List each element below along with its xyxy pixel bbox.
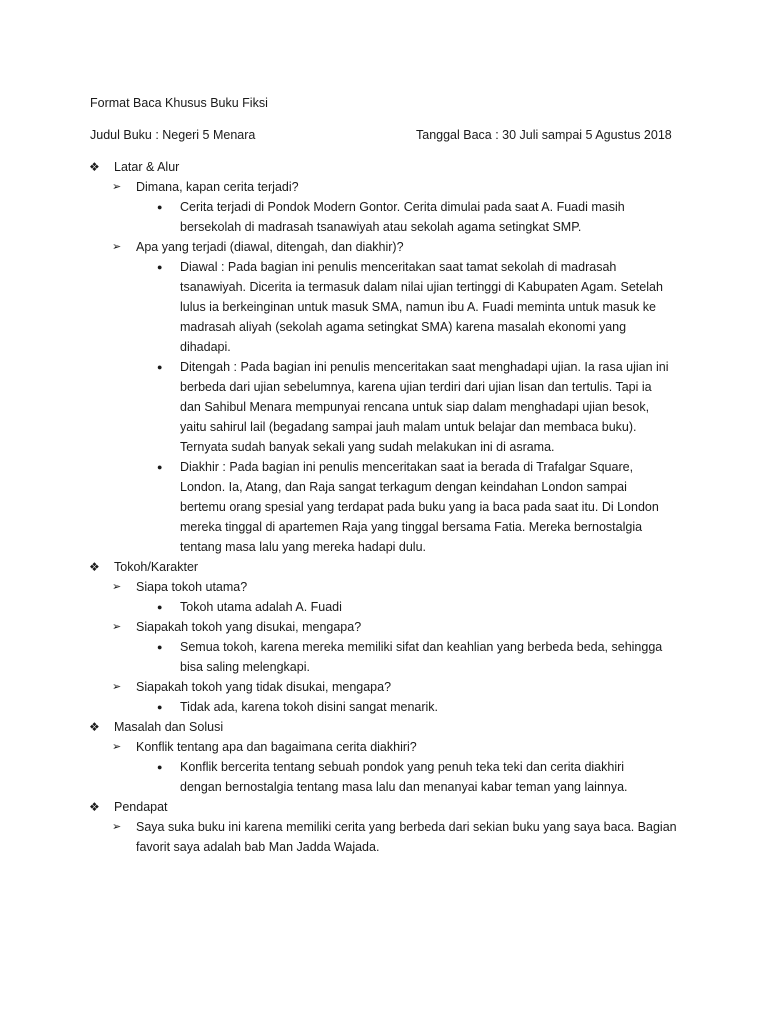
answer-line: London. Ia, Atang, dan Raja sangat terkagum dengan keindahan London sampai — [180, 480, 627, 494]
dot-bullet-icon: ● — [157, 602, 163, 612]
heading-text: Pendapat — [114, 800, 168, 814]
heading-text: Tokoh/Karakter — [114, 560, 199, 574]
arrow-bullet-icon: ➢ — [112, 741, 122, 753]
answer-line: Semua tokoh, karena mereka memiliki sifat dan keahlian yang berbeda beda, sehingga — [180, 640, 663, 654]
document-title: Format Baca Khusus Buku Fiksi — [90, 96, 268, 110]
book-title-field: Judul Buku : Negeri 5 Menara — [90, 128, 256, 142]
answer-line: Diakhir : Pada bagian ini penulis menceritakan saat ia berada di Trafalgar Square, — [180, 460, 634, 474]
question-item — [0, 737, 768, 757]
diamond-bullet-icon: ❖ — [89, 800, 100, 814]
answer-line: lulus ia berkeinginan untuk masuk SMA, namun ibu A. Fuadi meminta untuk masuk ke — [180, 300, 656, 314]
answer-item — [0, 257, 768, 357]
answer-item — [0, 637, 768, 677]
question-text: Dimana, kapan cerita terjadi? — [136, 180, 299, 194]
section-heading — [0, 557, 768, 577]
question-item — [0, 677, 768, 697]
dot-bullet-icon: ● — [157, 262, 163, 272]
question-text: Konflik tentang apa dan bagaimana cerita diakhiri? — [136, 740, 417, 754]
question-item — [0, 237, 768, 257]
answer-item — [0, 357, 768, 457]
dot-bullet-icon: ● — [157, 202, 163, 212]
opinion-line: favorit saya adalah bab Man Jadda Wajada. — [136, 840, 380, 854]
opinion-line: Saya suka buku ini karena memiliki cerita yang berbeda dari sekian buku yang saya baca. Bagian — [136, 820, 677, 834]
arrow-bullet-icon: ➢ — [112, 681, 122, 693]
answer-item — [0, 757, 768, 797]
dot-bullet-icon: ● — [157, 642, 163, 652]
question-text: Siapa tokoh utama? — [136, 580, 248, 594]
arrow-bullet-icon: ➢ — [112, 181, 122, 193]
answer-line: dihadapi. — [180, 340, 231, 354]
answer-line: bersekolah di madrasah tsanawiyah atau sekolah agama setingkat SMP. — [180, 220, 582, 234]
question-item — [0, 617, 768, 637]
answer-line: yaitu sahirul lail (begadang sampai jauh malam untuk belajar dan membaca buku). — [180, 420, 637, 434]
answer-line: mereka tinggal di apartemen Raja yang tinggal bersama Fatia. Mereka bernostalgia — [180, 520, 643, 534]
answer-line: Konflik bercerita tentang sebuah pondok yang penuh teka teki dan cerita diakhiri — [180, 760, 625, 774]
arrow-bullet-icon: ➢ — [112, 621, 122, 633]
heading-text: Latar & Alur — [114, 160, 180, 174]
question-text: Siapakah tokoh yang tidak disukai, mengapa? — [136, 680, 392, 694]
diamond-bullet-icon: ❖ — [89, 160, 100, 174]
document-content — [0, 157, 768, 857]
reading-date-field: Tanggal Baca : 30 Juli sampai 5 Agustus 2018 — [416, 128, 672, 142]
question-item — [0, 177, 768, 197]
answer-line: bisa saling melengkapi. — [180, 660, 310, 674]
dot-bullet-icon: ● — [157, 702, 163, 712]
answer-line: berbeda dari ujian sebelumnya, karena ujian terdiri dari ujian lisan dan tertulis. Tapi ia — [180, 380, 652, 394]
section-heading — [0, 717, 768, 737]
dot-bullet-icon: ● — [157, 362, 163, 372]
answer-line: dan Sahibul Menara mempunyai rencana untuk siap dalam menghadapi ujian besok, — [180, 400, 650, 414]
answer-line: Ternyata sudah banyak sekali yang sudah melakukan ini di asrama. — [180, 440, 555, 454]
dot-bullet-icon: ● — [157, 462, 163, 472]
question-text: Apa yang terjadi (diawal, ditengah, dan diakhir)? — [136, 240, 404, 254]
section-heading — [0, 797, 768, 817]
question-item — [0, 577, 768, 597]
answer-line: Tidak ada, karena tokoh disini sangat menarik. — [180, 700, 439, 714]
answer-line: Diawal : Pada bagian ini penulis menceritakan saat tamat sekolah di madrasah — [180, 260, 617, 274]
answer-item — [0, 697, 768, 717]
arrow-bullet-icon: ➢ — [112, 821, 122, 833]
heading-text: Masalah dan Solusi — [114, 720, 224, 734]
answer-line: Ditengah : Pada bagian ini penulis menceritakan saat menghadapi ujian. Ia rasa ujian ini — [180, 360, 669, 374]
answer-item — [0, 457, 768, 557]
arrow-bullet-icon: ➢ — [112, 241, 122, 253]
answer-line: tentang masa lalu yang mereka hadapi dulu. — [180, 540, 426, 554]
opinion-item — [0, 817, 768, 857]
diamond-bullet-icon: ❖ — [89, 560, 100, 574]
answer-item — [0, 197, 768, 237]
diamond-bullet-icon: ❖ — [89, 720, 100, 734]
answer-line: tsanawiyah. Dicerita ia termasuk dalam nilai ujian tertinggi di Kabupaten Agam. Setelah — [180, 280, 663, 294]
arrow-bullet-icon: ➢ — [112, 581, 122, 593]
question-text: Siapakah tokoh yang disukai, mengapa? — [136, 620, 362, 634]
section-heading — [0, 157, 768, 177]
answer-line: dengan bernostalgia tentang masa lalu dan menanyai kabar teman yang lainnya. — [180, 780, 628, 794]
answer-item — [0, 597, 768, 617]
answer-line: madrasah aliyah (sekolah agama setingkat SMA) karena masalah ekonomi yang — [180, 320, 627, 334]
answer-line: bertemu orang spesial yang terdapat pada buku yang ia baca pada saat itu. Di London — [180, 500, 659, 514]
dot-bullet-icon: ● — [157, 762, 163, 772]
answer-line: Tokoh utama adalah A. Fuadi — [180, 600, 342, 614]
answer-line: Cerita terjadi di Pondok Modern Gontor. Cerita dimulai pada saat A. Fuadi masih — [180, 200, 625, 214]
